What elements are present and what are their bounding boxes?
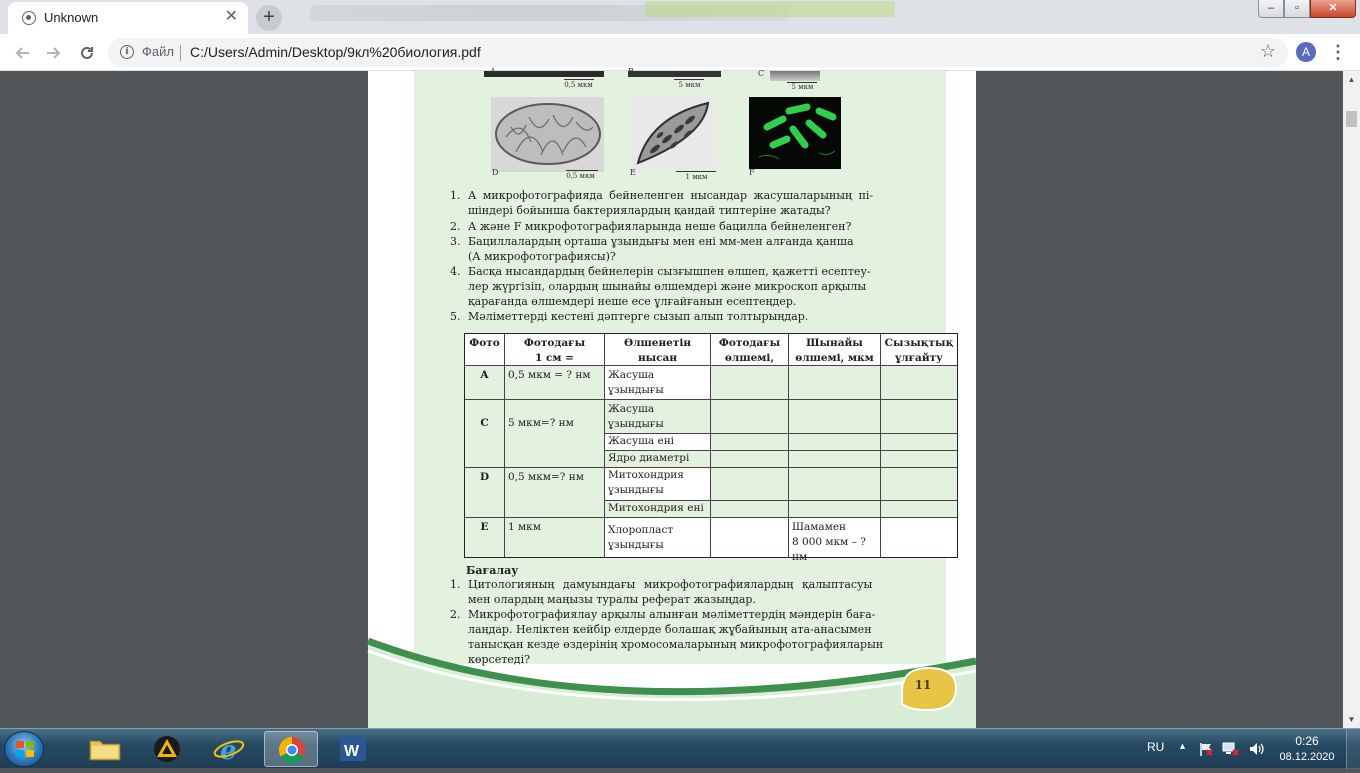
question-number: 2.: [450, 220, 461, 233]
photo-b-letter: B: [628, 67, 634, 76]
table-cell-empty: [881, 468, 957, 501]
globe-icon: [22, 11, 36, 25]
menu-dots-icon[interactable]: ⋮: [1329, 42, 1347, 62]
flag-icon[interactable]: [1198, 741, 1214, 757]
table-cell-scale: 1 мкм: [505, 518, 605, 557]
question-number: 4.: [450, 265, 461, 278]
table-cell-photo: D: [465, 468, 505, 518]
tab-close-icon[interactable]: ✕: [224, 8, 238, 25]
photo-c-letter: C: [758, 69, 765, 78]
photo-f-letter: F: [749, 168, 755, 177]
scale-label: 5 мкм: [678, 81, 701, 89]
taskbar-app[interactable]: [140, 731, 194, 767]
page-number: 11: [914, 678, 932, 692]
taskbar-ie[interactable]: [202, 731, 256, 767]
omnibox-divider: [180, 45, 181, 61]
scroll-thumb[interactable]: [1346, 111, 1357, 127]
network-icon[interactable]: [1222, 741, 1240, 757]
question-line: лер жүргізіп, олардың шынайы өлшемдері және микроскоп арқылы: [468, 280, 867, 293]
page-number-badge: [898, 664, 960, 714]
forward-arrow-icon[interactable]: [40, 40, 66, 66]
table-header: Фотодағы 1 см =: [505, 334, 605, 366]
table-cell-object: Жасуша ені: [605, 434, 711, 451]
table-header: Сызықтық ұлғайту: [881, 334, 957, 366]
question-line: Мәліметтерді кестені дәптерге сызып алып толтырыңдар.: [468, 310, 809, 323]
scroll-down-icon[interactable]: ▼: [1347, 715, 1356, 724]
profile-avatar[interactable]: A: [1296, 42, 1316, 62]
photo-e-letter: E: [630, 168, 636, 177]
table-cell-empty: [881, 434, 957, 451]
warning-triangle-icon: [140, 731, 194, 767]
assessment-title: Бағалау: [466, 564, 519, 577]
svg-text:W: W: [344, 743, 360, 760]
word-icon: [326, 731, 380, 767]
table-cell-empty: [881, 451, 957, 468]
table-cell-empty: [711, 501, 789, 518]
table-cell-scale: 5 мкм=? нм: [505, 400, 605, 468]
background-window-blur: [645, 1, 895, 17]
question-line: мен олардың маңызы туралы реферат жазыңдар.: [468, 593, 756, 606]
table-cell-object: Хлоропласт ұзындығы: [605, 518, 711, 557]
info-icon[interactable]: i: [120, 45, 134, 59]
new-tab-button[interactable]: +: [256, 5, 282, 31]
table-cell-object: Жасуша ұзындығы: [605, 400, 711, 434]
taskbar: [0, 728, 1360, 768]
table-header: Шынайы өлшемі, мкм: [789, 334, 881, 366]
table-cell-empty: [711, 451, 789, 468]
pdf-viewer: [0, 67, 1360, 728]
reload-icon[interactable]: [74, 40, 100, 66]
scroll-up-icon[interactable]: ▲: [1347, 75, 1356, 84]
question-line: танысқан кезде өздерінің хромосомаларының микрофотографияларын: [468, 638, 884, 651]
table-cell-empty: [881, 366, 957, 400]
clock-date[interactable]: 08.12.2020: [1279, 751, 1335, 763]
ie-icon: [202, 731, 256, 767]
table-cell-empty: [789, 501, 881, 518]
table-cell-photo: C: [465, 400, 505, 468]
question-line: лаңдар. Неліктен кейбір елдерде болашақ жұбайының ата-анасымен: [468, 623, 872, 636]
scale-label: 1 мкм: [685, 173, 708, 181]
photo-b-crop: [628, 71, 721, 77]
table-cell-empty: [789, 468, 881, 501]
table-header: Фото: [465, 334, 505, 366]
svg-text:e: e: [220, 736, 237, 766]
table-cell-empty: [789, 451, 881, 468]
question-number: 1.: [450, 578, 461, 591]
scheme-label: Файл: [142, 44, 174, 59]
table-cell-scale: 0,5 мкм = ? нм: [505, 366, 605, 400]
show-desktop-button[interactable]: [1346, 729, 1360, 769]
taskbar-explorer[interactable]: [78, 731, 132, 767]
scale-label: 0,5 мкм: [566, 172, 595, 180]
question-line: А және F микрофотографияларында неше бацилла бейнеленген?: [468, 220, 852, 233]
tab-strip: [0, 0, 1360, 34]
windows-start-icon[interactable]: [4, 731, 44, 767]
taskbar-word[interactable]: [326, 731, 380, 767]
table-cell-empty: [711, 434, 789, 451]
page-green-panel: [414, 67, 954, 666]
table-header: Фотодағы өлшемі,: [711, 334, 789, 366]
scale-bar: [674, 79, 704, 80]
language-indicator[interactable]: RU: [1147, 740, 1165, 754]
star-icon[interactable]: ☆: [1259, 41, 1276, 61]
table-cell-object: Жасуша ұзындығы: [605, 366, 711, 400]
photo-f-bacilli: [749, 97, 841, 169]
question-line: қарағанда өлшемдері неше есе ұлғайғанын есептеңдер.: [468, 295, 797, 308]
scale-bar: [676, 171, 716, 172]
table-cell-empty: [711, 518, 789, 557]
page-decoration: [368, 621, 976, 728]
table-cell-empty: [711, 468, 789, 501]
table-cell-empty: [881, 400, 957, 434]
table-cell-object: Ядро диаметрі: [605, 451, 711, 468]
tray-expand-icon[interactable]: ▲: [1178, 741, 1187, 751]
scale-label: 0,5 мкм: [564, 81, 593, 89]
tab-active[interactable]: [8, 2, 248, 34]
photo-e-chloroplast: [630, 97, 717, 171]
vertical-scrollbar[interactable]: [1343, 71, 1360, 728]
question-line: А микрофотографияда бейнеленген нысандар жасушаларының пі-: [468, 189, 874, 202]
folder-icon: [78, 731, 132, 767]
address-bar[interactable]: [108, 38, 1288, 67]
question-line: шіндері бойынша бактериялардың қандай типтеріне жатады?: [468, 204, 831, 217]
chrome-icon: [265, 732, 319, 768]
table-cell-object: Митохондрия ұзындығы: [605, 468, 711, 501]
tab-title: Unknown: [44, 10, 99, 25]
close-window-button[interactable]: ✕: [1310, 0, 1356, 18]
question-line: Бациллалардың орташа ұзындығы мен ені мм-мен алғанда қанша: [468, 235, 854, 248]
question-number: 3.: [450, 235, 461, 248]
scale-bar: [566, 170, 598, 171]
table-cell-photo: E: [465, 518, 505, 557]
question-line: Цитологияның дамуындағы микрофотографиялардың қалыптасуы: [468, 578, 873, 591]
table-cell-scale: 0,5 мкм=? нм: [505, 468, 605, 518]
table-cell-empty: [711, 366, 789, 400]
photo-a-crop: [484, 71, 604, 77]
question-line: көрсетеді?: [468, 653, 530, 666]
table-cell-object: Митохондрия ені: [605, 501, 711, 518]
photo-a-letter: A: [490, 67, 496, 76]
back-arrow-icon[interactable]: [10, 40, 36, 66]
table-cell-photo: A: [465, 366, 505, 400]
clock-time[interactable]: 0:26: [1295, 734, 1319, 748]
table-cell-empty: [881, 501, 957, 518]
table-cell-empty: [789, 434, 881, 451]
question-line: (А микрофотографиясы)?: [468, 250, 616, 263]
photo-d-letter: D: [492, 168, 499, 177]
pdf-page: [368, 67, 976, 728]
volume-icon[interactable]: [1248, 741, 1266, 757]
question-line: Басқа нысандардың бейнелерін сызғышпен өлшеп, қажетті есептеу-: [468, 265, 871, 278]
table-cell-real-size: Шамамен 8 000 мкм – ? нм: [789, 518, 881, 557]
maximize-button[interactable]: ▫: [1284, 0, 1310, 18]
question-line: Микрофотографиялау арқылы алынған мәліметтердің мәндерін баға-: [468, 608, 876, 621]
table-cell-empty: [711, 400, 789, 434]
scale-label: 5 мкм: [791, 83, 814, 91]
table-header: Өлшенетін нысан: [605, 334, 711, 366]
taskbar-chrome[interactable]: [264, 731, 318, 767]
url-text[interactable]: C:/Users/Admin/Desktop/9кл%20биология.pdf: [190, 44, 481, 60]
minimize-button[interactable]: –: [1258, 0, 1284, 18]
photo-c-crop: [770, 71, 820, 81]
photo-d-mitochondrion: [491, 97, 604, 172]
table-cell-empty: [789, 400, 881, 434]
measurement-table: [464, 333, 958, 563]
question-number: 1.: [450, 189, 461, 202]
question-number: 2.: [450, 608, 461, 621]
scale-bar: [564, 79, 594, 80]
table-cell-empty: [789, 366, 881, 400]
browser-toolbar: [0, 34, 1360, 71]
table-cell-empty: [881, 518, 957, 557]
question-number: 5.: [450, 310, 461, 323]
